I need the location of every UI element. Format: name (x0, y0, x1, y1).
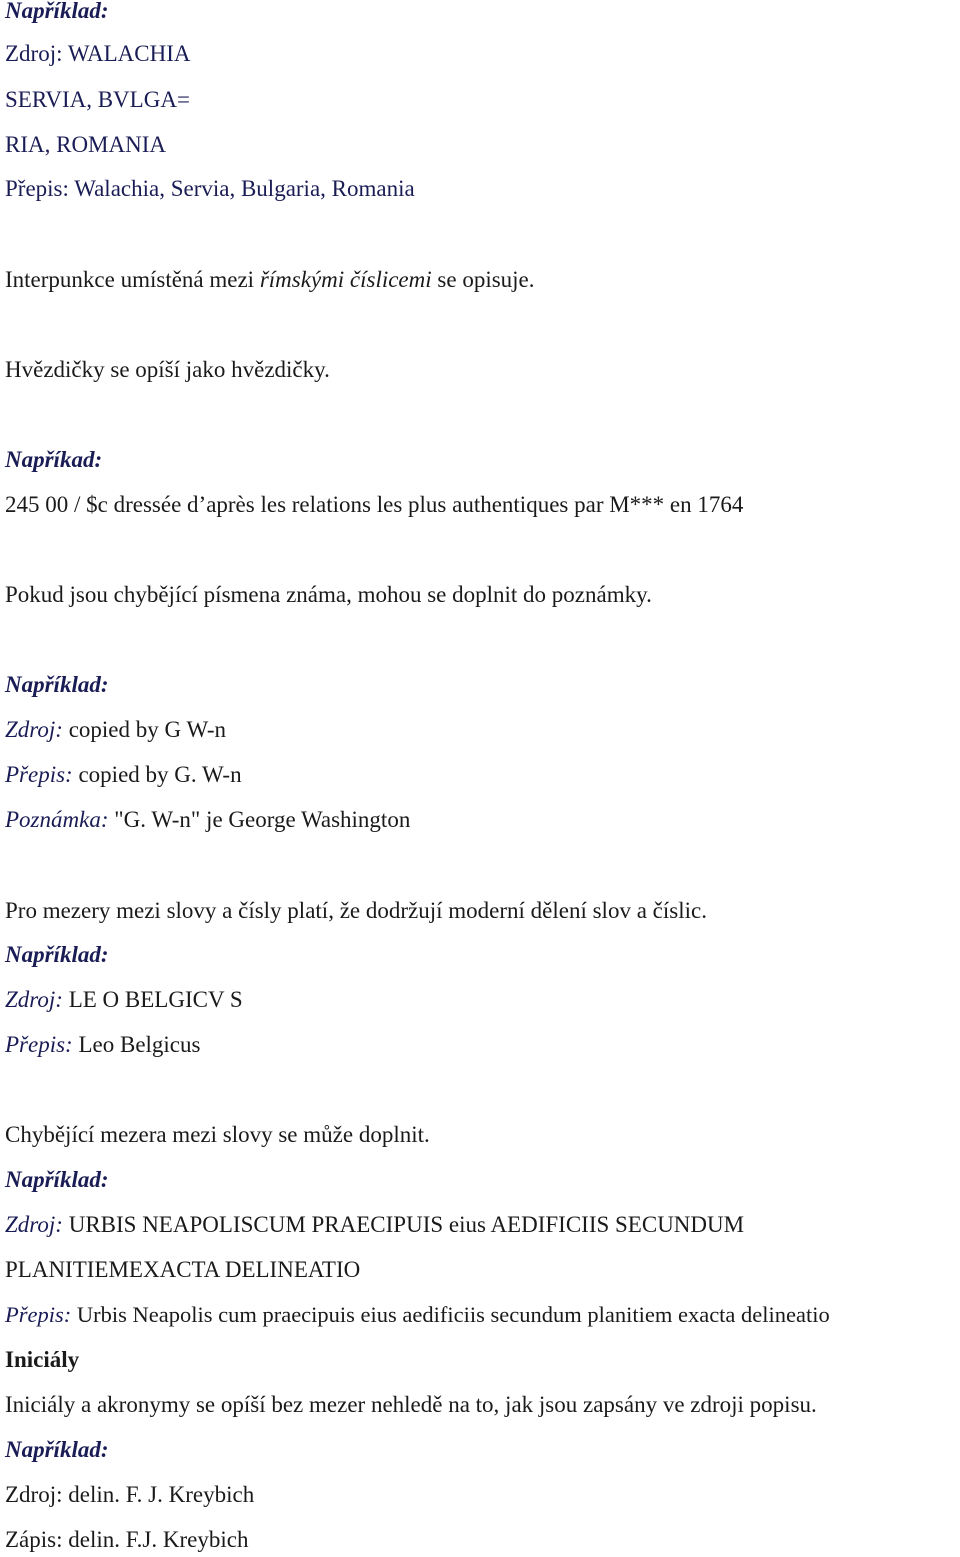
source-label: Zdroj: (5, 987, 63, 1012)
transcription-label: Přepis: (5, 1032, 73, 1057)
transcription-line (5, 761, 242, 789)
transcription-line: Zápis: delin. F.J. Kreybich (5, 1527, 249, 1552)
note-label: Poznámka: (5, 807, 109, 832)
transcription-line: Přepis: Walachia, Servia, Bulgaria, Romania (5, 176, 415, 201)
rule-asterisks: Hvězdičky se opíší jako hvězdičky. (5, 357, 330, 382)
source-line: SERVIA, BVLGA= (5, 87, 190, 112)
rule-missing-space: Chybějící mezera mezi slovy se může doplnit. (5, 1122, 430, 1147)
source-line: Zdroj: WALACHIA (5, 41, 191, 66)
rule-text: Interpunkce umístěná mezi (5, 267, 260, 292)
source-line: RIA, ROMANIA (5, 132, 166, 157)
rule-text: se opisuje. (431, 267, 535, 292)
transcription-label: Přepis: (5, 762, 73, 787)
example-label: Například: (5, 1437, 109, 1462)
example-label: Například: (5, 942, 109, 967)
transcription-line (5, 1031, 200, 1059)
transcription-label: Přepis: (5, 1302, 72, 1327)
example-label: Napříkad: (5, 447, 103, 472)
source-line (5, 986, 243, 1014)
transcription-value: Urbis Neapolis cum praecipuis eius aedificiis secundum planitiem exacta delineatio (71, 1302, 830, 1327)
example-label: Například: (5, 0, 109, 23)
rule-emphasis: římskými číslicemi (259, 267, 432, 292)
rule-punctuation (5, 266, 535, 294)
source-label: Zdroj: (5, 717, 63, 742)
source-value: copied by G W-n (62, 717, 227, 742)
rule-initials: Iniciály a akronymy se opíší bez mezer nehledě na to, jak jsou zapsány ve zdroji popisu. (5, 1392, 817, 1417)
transcription-line (5, 1301, 830, 1329)
rule-missing-letters: Pokud jsou chybějící písmena známa, mohou se doplnit do poznámky. (5, 582, 652, 607)
note-value: "G. W-n" je George Washington (108, 807, 411, 832)
note-line (5, 806, 410, 834)
source-value: LE O BELGICV S (62, 987, 243, 1012)
transcription-value: copied by G. W-n (72, 762, 242, 787)
source-line (5, 716, 226, 744)
rule-spacing: Pro mezery mezi slovy a čísly platí, že dodržují moderní dělení slov a číslic. (5, 898, 707, 923)
source-value: URBIS NEAPOLISCUM PRAECIPUIS eius AEDIFICIIS SECUNDUM (62, 1212, 745, 1237)
marc-field-245: 245 00 / $c dressée d’après les relations les plus authentiques par M*** en 1764 (5, 492, 744, 517)
source-label: Zdroj: (5, 1212, 63, 1237)
transcription-value: Leo Belgicus (72, 1032, 201, 1057)
example-label: Například: (5, 1167, 109, 1192)
section-heading: Iniciály (5, 1347, 80, 1372)
example-label: Například: (5, 672, 109, 697)
source-line-continued: PLANITIEMEXACTA DELINEATIO (5, 1257, 361, 1282)
source-line: Zdroj: delin. F. J. Kreybich (5, 1482, 255, 1507)
source-line (5, 1211, 744, 1239)
